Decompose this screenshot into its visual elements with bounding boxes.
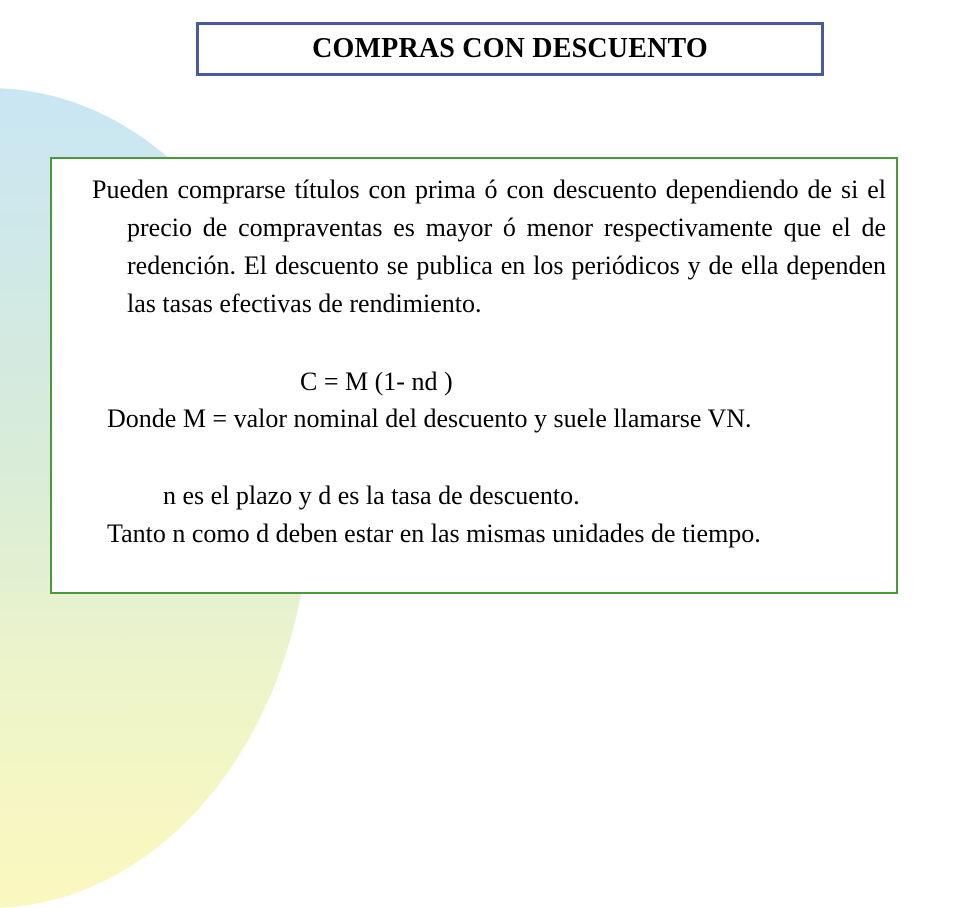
paragraph-definition: Pueden comprarse títulos con prima ó con descuento dependiendo de si el precio de compraventas es mayor ó menor respectivamente que el de redención. El descuento se publica en los periódicos y de ella dependen las tasas efectivas de rendimiento.: [92, 175, 886, 318]
slide-title: COMPRAS CON DESCUENTO: [312, 33, 708, 64]
discount-formula: C = M (1- nd ): [300, 367, 453, 396]
title-box: [196, 22, 824, 76]
paragraph-where-m: Donde M = valor nominal del descuento y suele llamarse VN.: [107, 404, 752, 433]
paragraph-n-and-d: n es el plazo y d es la tasa de descuento.: [163, 481, 580, 510]
content-box: [50, 157, 898, 594]
paragraph-units: Tanto n como d deben estar en las mismas unidades de tiempo.: [107, 519, 761, 548]
